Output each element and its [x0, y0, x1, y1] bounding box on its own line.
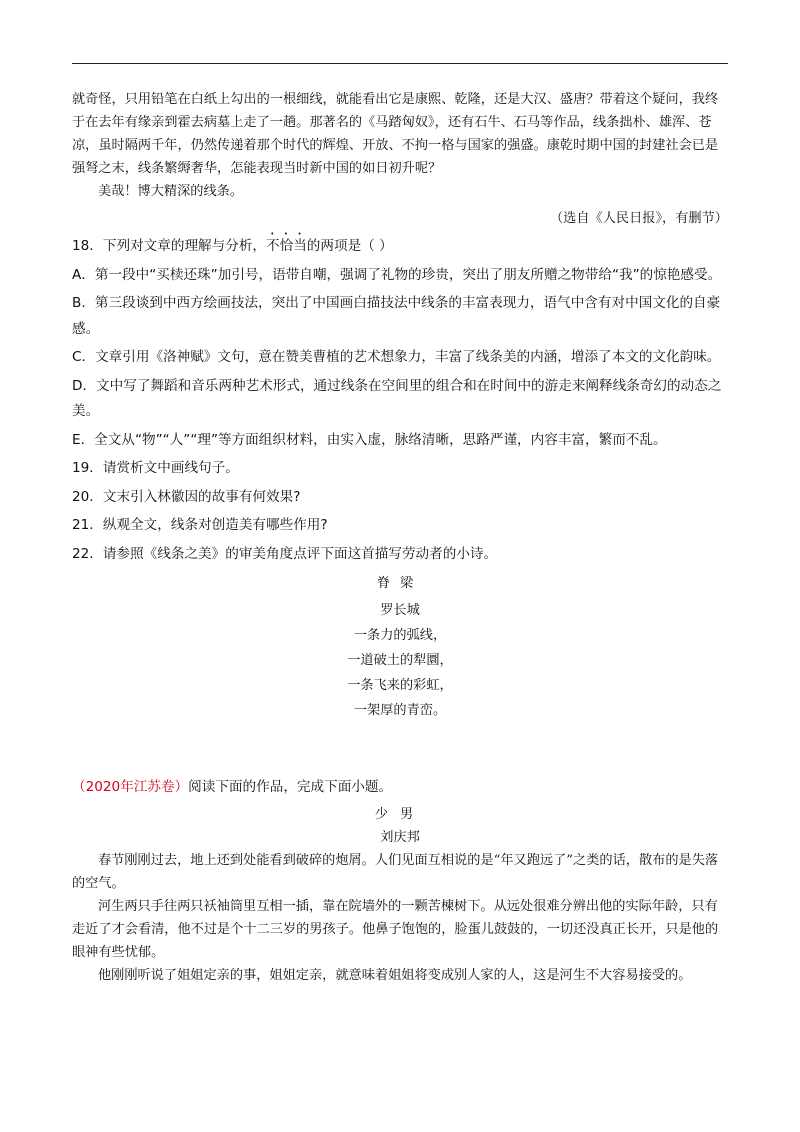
section-2-instruction: 阅读下面的作品，完成下面小题。 — [188, 779, 393, 795]
option-e: E．全文从“物”“人”“理”等方面组织材料，由实入虚，脉络清晰，思路严谨，内容丰富，繁而不乱。 — [72, 431, 667, 448]
question-19: 19．请赏析文中画线句子。 — [72, 460, 239, 476]
option-d: D．文中写了舞蹈和音乐两种艺术形式，通过线条在空间里的组合和在时间中的游走来阐释线条奇幻的动态之美。 — [72, 377, 722, 419]
document-page — [72, 88, 728, 987]
option-a: A．第一段中“买椟还珠”加引号，语带自嘲，强调了礼物的珍贵，突出了朋友所赠之物带给“我”的惊艳感受。 — [72, 266, 722, 283]
option-b: B．第三段谈到中西方绘画技法，突出了中国画白描技法中线条的丰富表现力，语气中含有对中国文化的自豪感。 — [72, 295, 721, 337]
source-citation: （选自《人民日报》，有删节） — [549, 211, 728, 226]
story-author: 刘庆邦 — [380, 829, 420, 845]
poem-author: 罗长城 — [380, 603, 420, 618]
exclaim-paragraph: 美哉！博大精深的线条。 — [98, 184, 244, 199]
q18-after: 的两项是（ ） — [306, 238, 393, 254]
q18-emphasis: 不恰当 — [266, 238, 307, 254]
header-rule — [72, 63, 728, 64]
story-paragraph: 他刚刚听说了姐姐定亲的事，姐姐定亲，就意味着姐姐将变成别人家的人，这是河生不大容易接受的。 — [98, 967, 692, 983]
question-20: 20．文末引入林徽因的故事有何效果? — [72, 488, 301, 505]
story-title: 少男 — [374, 806, 426, 822]
question-22: 22．请参照《线条之美》的审美角度点评下面这首描写劳动者的小诗。 — [72, 545, 498, 562]
story-paragraph: 河生两只手往两只袄袖筒里互相一插，靠在院墙外的一颗苦楝树下。从远处很难分辨出他的实际年龄，只有走近了才会看清，他不过是个十二三岁的男孩子。他鼻子饱饱的，脸蛋儿鼓鼓的，一切还没真正长开，只是他的眼神有些忧郁。 — [72, 898, 719, 960]
poem-line: 一条力的弧线， — [353, 628, 447, 643]
section-2-heading — [72, 775, 728, 801]
exam-tag: （2020年江苏卷） — [72, 779, 189, 795]
section-2 — [72, 775, 728, 987]
poem-line: 一条飞来的彩虹， — [347, 678, 453, 693]
poem — [72, 571, 728, 723]
story-paragraph: 春节刚刚过去，地上还到处能看到破碎的炮屑。人们见面互相说的是“年又跑远了”之类的话，散布的是失落的空气。 — [72, 852, 719, 891]
question-18 — [72, 230, 728, 260]
option-c: C．文章引用《洛神赋》文句，意在赞美曹植的艺术想象力，丰富了线条美的内涵，增添了本文的文化韵味。 — [72, 349, 721, 365]
question-21: 21．纵观全文，线条对创造美有哪些作用? — [72, 517, 328, 533]
poem-title: 脊梁 — [376, 576, 424, 591]
poem-line: 一道破土的犁圜， — [347, 653, 453, 668]
q18-before: 18．下列对文章的理解与分析， — [72, 238, 267, 254]
intro-paragraph: 就奇怪，只用铅笔在白纸上勾出的一根细线，就能看出它是康熙、乾隆，还是大汉、盛唐？带着这个疑问，我终于在去年有缘亲到霍去病墓上走了一趟。那著名的《马踏匈奴》，还有石牛、石马等作品，线条拙朴、雄浑、苍凉，虽时隔两千年，仍然传递着那个时代的辉煌、开放、不拘一格与国家的强盛。康乾时期中国的封建社会已是强弩之末，线条繁缛奢华，怎能表现当时新中国的如日初升呢？ — [72, 92, 719, 176]
poem-line: 一架厚的青峦。 — [353, 703, 447, 718]
